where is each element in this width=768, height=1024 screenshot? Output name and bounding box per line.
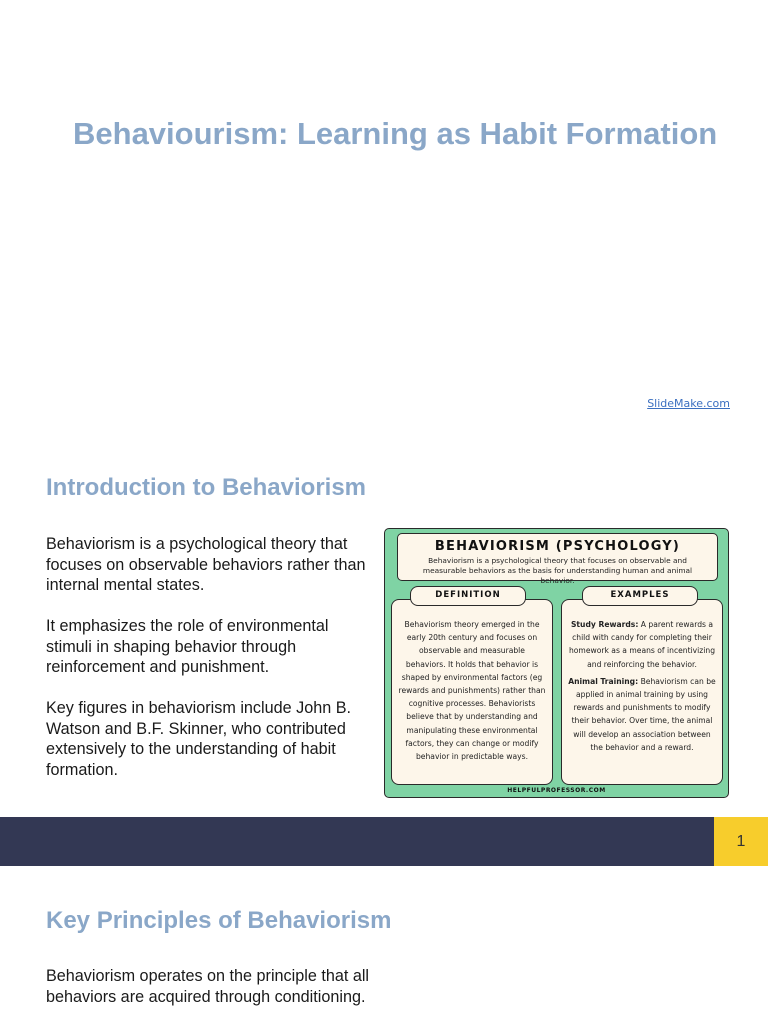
examples-label: EXAMPLES bbox=[582, 586, 698, 606]
intro-paragraph-2: It emphasizes the role of environmental stimuli in shaping behavior through reinforcement and punishment. bbox=[46, 617, 329, 676]
example1-text: A parent rewards a child with candy for completing their homework as a means of incentivizing and reinforcing the behavior. bbox=[568, 620, 716, 669]
principles-heading: Key Principles of Behaviorism bbox=[46, 907, 392, 934]
slidemake-link[interactable]: SlideMake.com bbox=[647, 397, 730, 410]
intro-paragraph-3: Key figures in behaviorism include John B. Watson and B.F. Skinner, who contributed extensively to the understanding of habit formation. bbox=[46, 699, 352, 779]
infographic-subtitle: Behaviorism is a psychological theory that focuses on observable and measurable behaviors as the basis for understanding human and animal behavior. bbox=[422, 556, 693, 585]
intro-paragraph-1: Behaviorism is a psychological theory that focuses on observable behaviors rather than internal mental states. bbox=[46, 535, 366, 594]
definition-label: DEFINITION bbox=[410, 586, 526, 606]
infographic-title: BEHAVIORISM (PSYCHOLOGY) bbox=[434, 539, 681, 554]
example2-title: Animal Training: bbox=[568, 676, 639, 686]
intro-heading: Introduction to Behaviorism bbox=[46, 474, 367, 501]
definition-text: Behaviorism theory emerged in the early 20th century and focuses on observable and measurable behaviors. It holds that behavior is shaped by environmental factors (eg rewards and punishments) rather than cognitive processes. Behaviorists believe that by understanding and manipulating these environmental factors, they can change or modify behavior in predictable ways. bbox=[398, 620, 546, 762]
examples-text bbox=[562, 600, 722, 754]
footer-bar bbox=[0, 817, 714, 866]
behaviorism-infographic bbox=[384, 528, 729, 798]
infographic-header bbox=[397, 533, 718, 585]
slide-title: Behaviourism: Learning as Habit Formation bbox=[73, 116, 718, 151]
principles-paragraph: Behaviorism operates on the principle that all behaviors are acquired through conditioning. bbox=[46, 967, 370, 1006]
examples-panel bbox=[561, 599, 723, 785]
example-study-rewards bbox=[568, 618, 716, 671]
definition-panel bbox=[391, 599, 553, 785]
infographic-footer: HELPFULPROFESSOR.COM bbox=[507, 787, 606, 794]
example2-text: Behaviorism can be applied in animal training by using rewards and punishments to modify their behavior. Over time, the animal will develop an association between the behavior and a reward. bbox=[571, 676, 716, 752]
page-number: 1 bbox=[714, 817, 768, 866]
example-animal-training bbox=[568, 675, 716, 754]
example1-title: Study Rewards: bbox=[570, 620, 639, 629]
